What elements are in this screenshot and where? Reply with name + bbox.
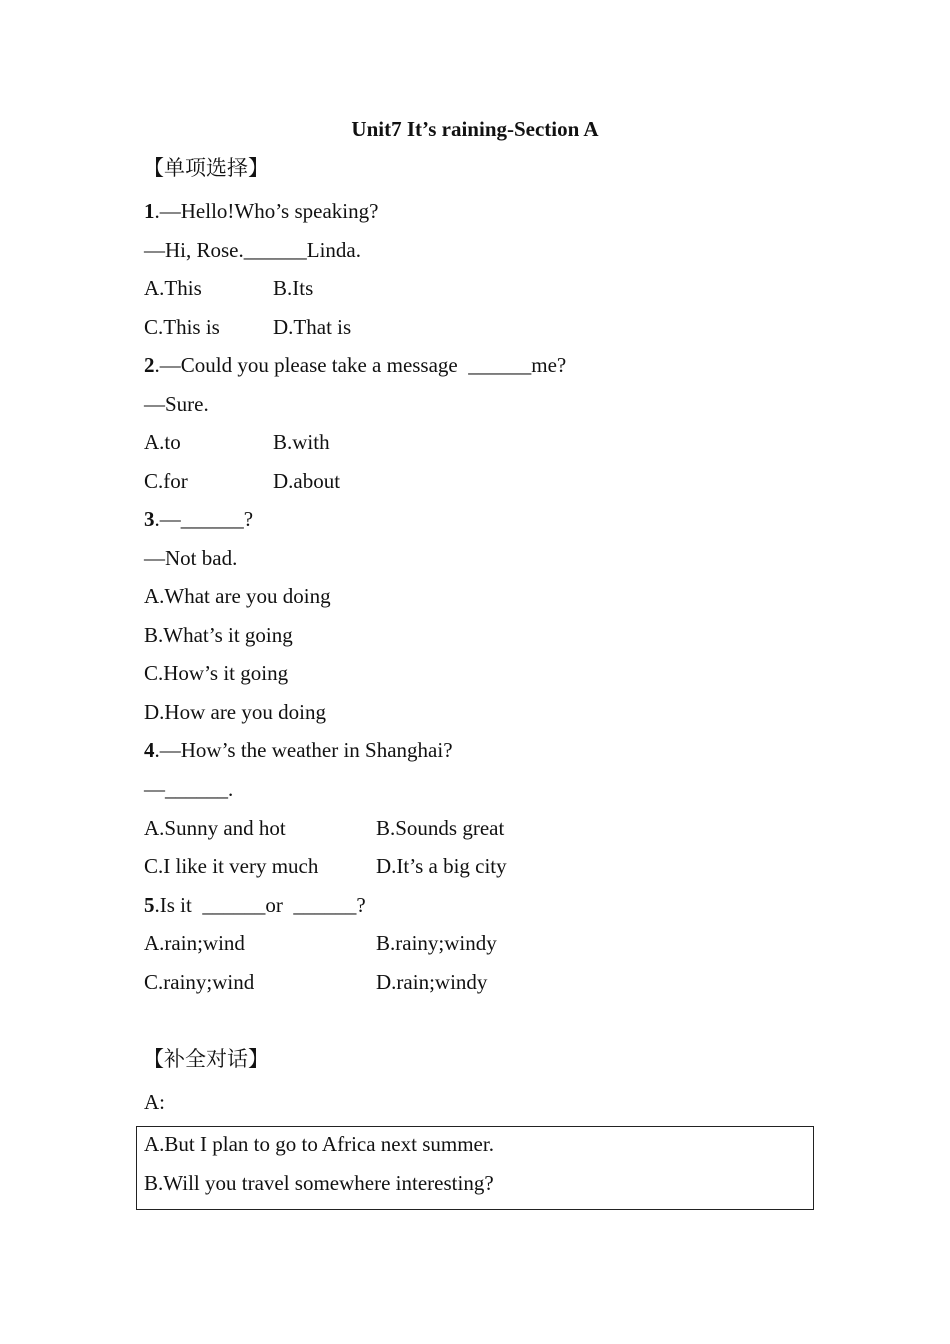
- page-title: Unit7 It’s raining-Section A: [351, 117, 599, 141]
- q5-option-c: C.rainy;wind: [144, 970, 255, 994]
- q2-option-c: C.for: [144, 469, 188, 493]
- question-number: 3: [144, 507, 155, 531]
- section-heading-dialogue: 【补全对话】: [143, 1047, 269, 1071]
- q1-option-b: B.Its: [273, 276, 314, 300]
- q3-option-d: D.How are you doing: [144, 700, 326, 724]
- q2-option-a: A.to: [144, 430, 181, 454]
- question-number: 2: [144, 353, 155, 377]
- question-5-stem: [144, 892, 366, 918]
- question-1-reply: —Hi, Rose.______Linda.: [144, 238, 361, 262]
- dialogue-option-b: B.Will you travel somewhere interesting?: [144, 1171, 494, 1195]
- q4-option-d: D.It’s a big city: [376, 854, 507, 878]
- question-text: .—Could you please take a message ______me?: [154, 353, 567, 377]
- dialogue-options-box: [136, 1126, 814, 1210]
- q1-option-a: A.This: [144, 276, 202, 300]
- question-4-stem: [144, 737, 453, 763]
- q1-option-d: D.That is: [273, 315, 352, 339]
- q4-option-b: B.Sounds great: [376, 816, 505, 840]
- q4-option-a: A.Sunny and hot: [144, 816, 286, 840]
- question-text: .—How’s the weather in Shanghai?: [154, 738, 453, 762]
- q3-option-b: B.What’s it going: [144, 623, 293, 647]
- question-number: 5: [144, 893, 155, 917]
- q5-option-d: D.rain;windy: [376, 970, 488, 994]
- dialogue-speaker-a: A:: [144, 1090, 165, 1114]
- dialogue-option-a: A.But I plan to go to Africa next summer.: [144, 1132, 494, 1156]
- question-text: .Is it ______or ______?: [154, 893, 366, 917]
- question-number: 4: [144, 738, 155, 762]
- question-4-reply: —______.: [144, 777, 234, 801]
- question-3-reply: —Not bad.: [144, 546, 238, 570]
- question-2-stem: [144, 352, 566, 378]
- q1-option-c: C.This is: [144, 315, 220, 339]
- question-1-stem: [144, 198, 378, 224]
- q5-option-b: B.rainy;windy: [376, 931, 497, 955]
- q2-option-b: B.with: [273, 430, 330, 454]
- q3-option-a: A.What are you doing: [144, 584, 331, 608]
- question-2-reply: —Sure.: [144, 392, 209, 416]
- question-number: 1: [144, 199, 155, 223]
- q5-option-a: A.rain;wind: [144, 931, 245, 955]
- q2-option-d: D.about: [273, 469, 341, 493]
- section-heading-choice: 【单项选择】: [143, 156, 269, 180]
- question-text: .—Hello!Who’s speaking?: [154, 199, 379, 223]
- q4-option-c: C.I like it very much: [144, 854, 319, 878]
- question-3-stem: [144, 506, 253, 532]
- q3-option-c: C.How’s it going: [144, 661, 289, 685]
- question-text: .—______?: [154, 507, 254, 531]
